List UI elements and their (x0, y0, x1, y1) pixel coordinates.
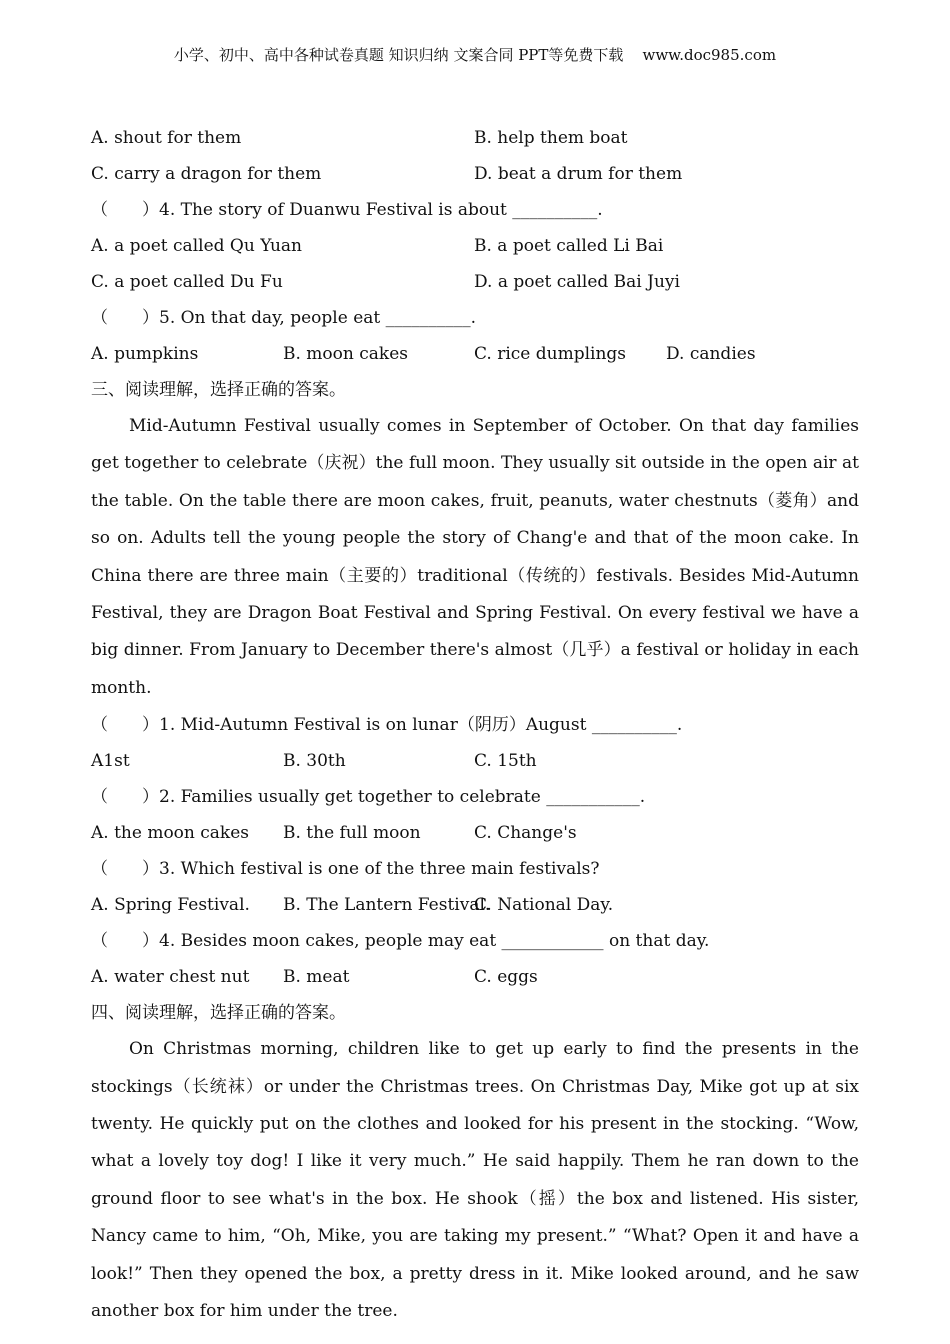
option: B. moon cakes (283, 344, 408, 364)
reading-passage: Mid-Autumn Festival usually comes in September of October. On that day families get together to celebrate（庆祝）the full moon. They usually sit outside in the open air at the table. On the table there are moon cakes, fruit, peanuts, water chestnuts（菱角）and so on. Adults tell the young people the story of Chang'e and that of the moon cake. In China there are three main（主要的）traditional（传统的）festivals. Besides Mid-Autumn Festival, they are Dragon Boat Festival and Spring Festival. On every festival we have a big dinner. From January to December there's almost（几乎）a festival or holiday in each month. (91, 416, 859, 698)
option: C. 15th (474, 751, 537, 772)
option: D. a poet called Bai Juyi (474, 272, 680, 292)
question: （ ）4. Besides moon cakes, people may eat ____________ on that day. (91, 931, 710, 952)
question: （ ）3. Which festival is one of the three main festivals? (91, 859, 600, 880)
question: （ ）5. On that day, people eat __________. (91, 308, 477, 328)
question: （ ）2. Families usually get together to celebrate ___________. (91, 787, 646, 808)
option-row (91, 228, 859, 264)
document-content (91, 120, 859, 1331)
option-row (91, 815, 859, 851)
option-row (91, 743, 859, 779)
question: （ ）1. Mid-Autumn Festival is on lunar（阴历）August __________. (91, 715, 683, 736)
option: A. a poet called Qu Yuan (91, 236, 302, 256)
option: C. rice dumplings (474, 344, 627, 364)
option: C. a poet called Du Fu (91, 272, 283, 292)
option: B. 30th (283, 751, 346, 772)
option-row (91, 887, 859, 923)
option: D. beat a drum for them (474, 164, 683, 184)
option-row (91, 336, 859, 372)
section-title: 四、阅读理解，选择正确的答案。 (91, 1003, 346, 1024)
section-title: 三、阅读理解，选择正确的答案。 (91, 380, 346, 400)
reading-passage: On Christmas morning, children like to get up early to find the presents in the stockings（长统袜）or under the Christmas trees. On Christmas Day, Mike got up at six twenty. He quickly put on the clothes and looked for his present in the stocking. “Wow, what a lovely toy dog! I like it very much.” He said happily. Them he ran down to the ground floor to see what's in the box. He shook（摇）the box and listened. His sister, Nancy came to him, “Oh, Mike, you are taking my present.” “What? Open it and have a look!” Then they opened the box, a pretty dress in it. Mike looked around, and he saw another box for him under the tree. (91, 1039, 859, 1322)
question: （ ）4. The story of Duanwu Festival is about __________. (91, 200, 603, 220)
option: B. a poet called Li Bai (474, 236, 664, 256)
option: C. carry a dragon for them (91, 164, 322, 184)
page-header: 小学、初中、高中各种试卷真题 知识归纳 文案合同 PPT等免费下载 www.doc985.com (173, 46, 777, 64)
option: D. candies (666, 344, 756, 364)
option-row (91, 156, 859, 192)
option: B. meat (283, 967, 350, 988)
option: A. pumpkins (91, 344, 199, 364)
option: C. eggs (474, 967, 538, 988)
option: C. Change's (474, 823, 577, 844)
option-row (91, 959, 859, 995)
option: B. The Lantern Festival. (283, 895, 491, 916)
option-row (91, 264, 859, 300)
option: A1st (91, 751, 130, 772)
option: A. Spring Festival. (91, 895, 250, 916)
option-row (91, 120, 859, 156)
option: C. National Day. (474, 895, 614, 916)
option: B. help them boat (474, 128, 628, 148)
option: B. the full moon (283, 823, 421, 844)
option: A. the moon cakes (91, 823, 250, 844)
option: A. water chest nut (91, 967, 250, 988)
option: A. shout for them (91, 128, 242, 148)
